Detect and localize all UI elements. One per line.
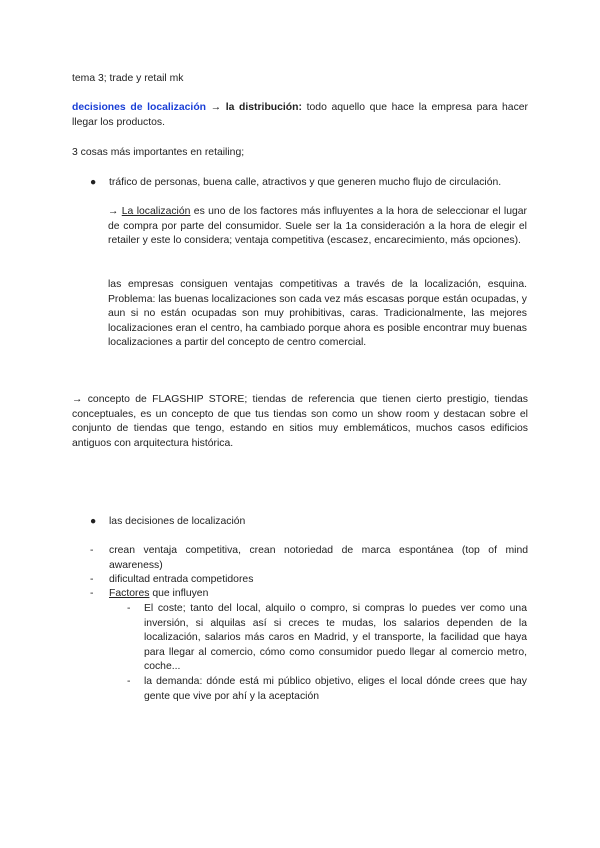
- intro-rest: todo aquello que hace la empresa para hacer llegar los productos.: [72, 102, 529, 128]
- sub-marker: -: [127, 676, 131, 687]
- document-title: tema 3; trade y retail mk: [72, 73, 184, 84]
- three-things-line: 3 cosas más importantes en retailing;: [72, 147, 245, 158]
- bullet-text: tráfico de personas, buena calle, atractivos y que generen mucho flujo de circulación.: [109, 177, 502, 188]
- dash-text: dificultad entrada competidores: [109, 574, 254, 585]
- bullet-marker: ●: [90, 516, 97, 527]
- dash-text: crean ventaja competitiva, crean notoriedad de marca espontánea (top of mind awareness): [109, 545, 528, 571]
- intro-paragraph: [72, 101, 528, 130]
- bullet-text: las decisiones de localización: [109, 516, 246, 527]
- bullet-marker: ●: [90, 177, 97, 188]
- intro-term: decisiones de localización: [72, 102, 207, 113]
- intro-arrow: →: [210, 102, 222, 113]
- intro-term2: la distribución:: [225, 102, 302, 113]
- factores-term: Factores: [109, 588, 150, 599]
- dash-marker: -: [90, 588, 94, 599]
- dash-marker: -: [90, 545, 94, 556]
- sub-marker: -: [127, 603, 131, 614]
- sub-text: El coste; tanto del local, alquilo o compro, si compras lo puedes ver como una inversión, si alquilas así si creces te mudas, los salarios dependen de la localización, salarios más caros en Madrid, y el transporte, la facilidad que haya para llegar al comercio, cómo como consumidor puedo llegar al comercio metro, coche...: [144, 603, 527, 673]
- loc-rest: es uno de los factores más influyentes a la hora de seleccionar el lugar de compra por parte del consumidor. Suele ser la 1a consideración a la hora de elegir el retailer y este lo considera; ventaja competitiva (escasez, encarecimiento, más opciones).: [108, 206, 527, 247]
- dash-text: [109, 587, 528, 602]
- sub-text: la demanda: dónde está mi público objetivo, eliges el local dónde crees que hay gente que vive por ahí y la aceptación: [144, 676, 527, 702]
- localizacion-paragraph: [108, 205, 527, 249]
- companies-paragraph: las empresas consiguen ventajas competitivas a través de la localización, esquina. Problema: las buenas localizaciones son cada vez más escasas porque están ocupadas, y aun si no están ocupadas son muy prohibitivas, caras. Tradicionalmente, las mejores localizaciones eran el centro, ha cambiado porque ahora es posible encontrar muy buenas localizaciones a partir del concepto de centro comercial.: [108, 279, 527, 349]
- loc-term: La localización: [121, 206, 191, 217]
- dash-marker: -: [90, 574, 94, 585]
- flagship-paragraph: → concepto de FLAGSHIP STORE; tiendas de referencia que tienen cierto prestigio, tiendas conceptuales, es un concepto de que tus tiendas son como un show room y destacan sobre el conjunto de tiendas que tengo, estando en sitios muy emblemáticos, muchos casos edificios antiguos con arquitectura histórica.: [72, 394, 528, 449]
- loc-arrow: →: [108, 206, 119, 217]
- factores-rest: que influyen: [152, 588, 209, 599]
